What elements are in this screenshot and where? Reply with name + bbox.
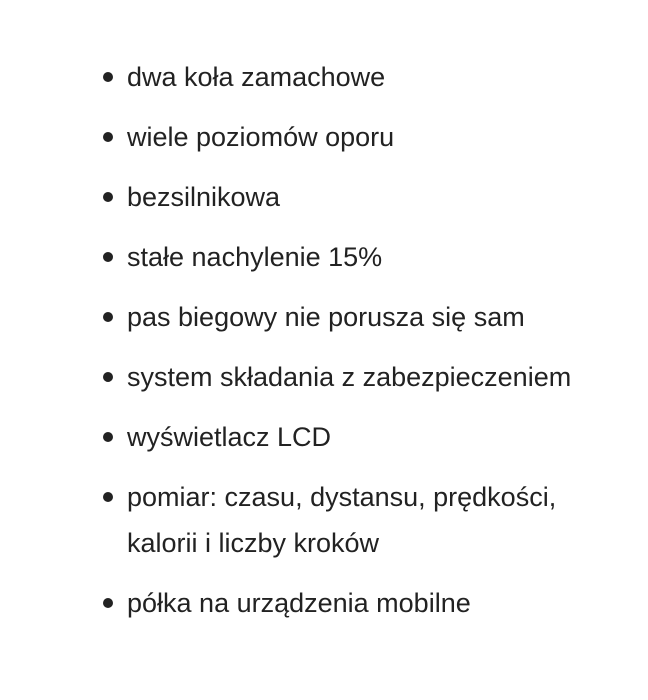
list-item <box>127 414 572 460</box>
list-item-text: wyświetlacz LCD <box>127 422 332 452</box>
list-item <box>127 234 572 280</box>
list-item-text: bezsilnikowa <box>127 182 281 212</box>
list-item-text: półka na urządzenia mobilne <box>127 588 471 618</box>
bullet-icon <box>103 598 113 608</box>
bullet-icon <box>103 132 113 142</box>
list-item <box>127 294 572 340</box>
list-item-text: wiele poziomów oporu <box>127 122 395 152</box>
list-item <box>127 354 572 400</box>
list-item <box>127 174 572 220</box>
list-item-text: stałe nachylenie 15% <box>127 242 383 272</box>
list-item-text: system składania z zabezpieczeniem <box>127 362 572 392</box>
bullet-icon <box>103 492 113 502</box>
list-item-text: pas biegowy nie porusza się sam <box>127 302 525 332</box>
bullet-icon <box>103 72 113 82</box>
bullet-icon <box>103 432 113 442</box>
bullet-icon <box>103 372 113 382</box>
list-item <box>127 54 572 100</box>
bullet-icon <box>103 192 113 202</box>
bullet-icon <box>103 252 113 262</box>
list-item <box>127 114 572 160</box>
list-item <box>127 580 572 626</box>
feature-list <box>127 54 572 640</box>
list-item <box>127 474 572 566</box>
bullet-icon <box>103 312 113 322</box>
list-item-text: dwa koła zamachowe <box>127 62 386 92</box>
list-item-text: pomiar: czasu, dystansu, prędkości, kalorii i liczby kroków <box>127 482 557 558</box>
